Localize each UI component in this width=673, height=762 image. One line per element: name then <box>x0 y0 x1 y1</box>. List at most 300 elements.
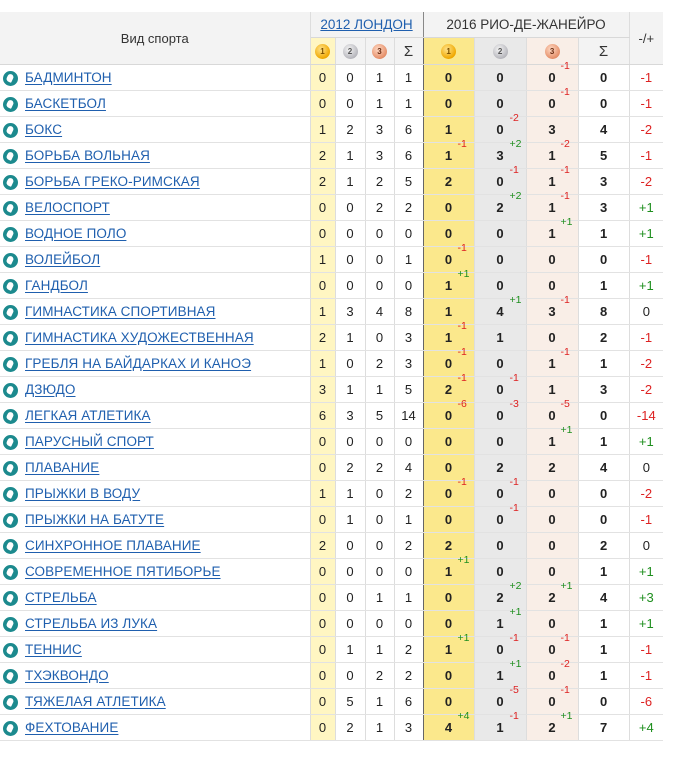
london-silver: 0 <box>335 351 365 377</box>
rio-gold-cell <box>423 507 474 533</box>
row-spacer <box>663 221 668 247</box>
rio-bronze: 1 <box>548 200 556 215</box>
london-sum-header <box>394 38 423 65</box>
rio-gold-change: +4 <box>457 710 470 722</box>
sport-cell <box>0 169 310 195</box>
handball-icon <box>3 279 18 294</box>
rio-gold-cell <box>423 429 474 455</box>
london-bronze: 1 <box>365 91 394 117</box>
total-change: -2 <box>629 481 663 507</box>
london-silver: 0 <box>335 65 365 91</box>
rio-silver-change: -1 <box>509 502 519 514</box>
rio-bronze: 1 <box>548 226 556 241</box>
rio-gold: 2 <box>444 382 453 397</box>
rio-silver: 0 <box>496 512 504 527</box>
rio-silver-value-wrap <box>475 325 526 350</box>
rio-bronze-cell <box>526 507 578 533</box>
table-row <box>0 351 668 377</box>
sport-link[interactable]: БОКС <box>25 122 63 138</box>
london-bronze: 2 <box>365 663 394 689</box>
rio-2016-header: 2016 РИО-ДЕ-ЖАНЕЙРО <box>423 12 629 38</box>
rio-silver-change: -1 <box>509 476 519 488</box>
rio-gold-value-wrap <box>424 476 474 506</box>
london-total: 2 <box>394 481 423 507</box>
rio-silver-cell <box>474 247 526 273</box>
london-silver: 0 <box>335 247 365 273</box>
rio-gold-value-wrap <box>424 138 474 168</box>
sport-link[interactable]: ЛЕГКАЯ АТЛЕТИКА <box>25 408 151 424</box>
rio-total: 0 <box>578 507 629 533</box>
sport-cell <box>0 611 310 637</box>
rio-total: 4 <box>578 117 629 143</box>
rio-gold-change: +1 <box>457 632 470 644</box>
sport-link[interactable]: ДЗЮДО <box>25 382 76 398</box>
rio-silver-cell <box>474 294 526 325</box>
rio-bronze-cell <box>526 273 578 299</box>
sport-cell <box>0 91 310 117</box>
sport-cell <box>0 663 310 689</box>
rio-bronze-value-wrap <box>527 86 578 116</box>
london-bronze: 4 <box>365 299 394 325</box>
swimming-icon <box>3 461 18 476</box>
rio-silver-change: -5 <box>509 684 519 696</box>
london-bronze: 0 <box>365 429 394 455</box>
rio-gold-value-wrap <box>424 663 474 688</box>
rio-bronze-value-wrap <box>527 481 578 506</box>
rio-silver-value-wrap <box>475 247 526 272</box>
rio-silver: 0 <box>496 408 504 423</box>
rio-bronze-value-wrap <box>527 507 578 532</box>
london-silver: 1 <box>335 143 365 169</box>
rio-silver: 1 <box>496 330 504 345</box>
rio-bronze-change: +1 <box>560 216 573 228</box>
rio-total: 0 <box>578 481 629 507</box>
rio-bronze-value-wrap <box>527 424 578 454</box>
rio-silver-change: -3 <box>509 398 519 410</box>
london-total: 6 <box>394 117 423 143</box>
rio-bronze-cell <box>526 164 578 195</box>
sport-link[interactable]: ПРЫЖКИ В ВОДУ <box>25 486 141 502</box>
sport-link[interactable]: ФЕХТОВАНИЕ <box>25 720 119 736</box>
total-change: 0 <box>629 455 663 481</box>
total-change: -1 <box>629 663 663 689</box>
boxing-icon <box>3 123 18 138</box>
row-spacer <box>663 689 668 715</box>
rio-silver: 0 <box>496 226 504 241</box>
rio-bronze: 0 <box>548 564 556 579</box>
row-spacer <box>663 143 668 169</box>
rio-bronze-value-wrap <box>527 710 578 740</box>
london-silver: 0 <box>335 221 365 247</box>
row-spacer <box>663 299 668 325</box>
sport-link[interactable]: БОРЬБА ВОЛЬНАЯ <box>25 148 150 164</box>
silver-medal-icon: 2 <box>493 44 508 59</box>
rio-bronze-cell <box>526 455 578 481</box>
london-bronze: 0 <box>365 559 394 585</box>
rio-bronze: 0 <box>548 668 556 683</box>
rio-gold-cell <box>423 65 474 91</box>
london-gold: 0 <box>310 507 335 533</box>
sport-cell <box>0 143 310 169</box>
rio-silver-cell <box>474 533 526 559</box>
sport-link[interactable]: СТРЕЛЬБА ИЗ ЛУКА <box>25 616 158 632</box>
rio-gold-value-wrap <box>424 632 474 662</box>
total-change: -1 <box>629 637 663 663</box>
rio-gold-change: -1 <box>457 138 467 150</box>
london-gold: 0 <box>310 637 335 663</box>
rio-gold-change: -1 <box>457 346 467 358</box>
athletics-icon <box>3 409 18 424</box>
london-bronze: 0 <box>365 325 394 351</box>
rio-silver: 2 <box>496 200 504 215</box>
table-row <box>0 585 668 611</box>
rio-bronze-cell <box>526 580 578 611</box>
row-spacer <box>663 611 668 637</box>
rio-gold-header <box>423 38 474 65</box>
rio-gold-change: -1 <box>457 242 467 254</box>
rio-bronze: 1 <box>548 382 556 397</box>
london-bronze: 0 <box>365 481 394 507</box>
sport-cell <box>0 221 310 247</box>
sport-cell <box>0 195 310 221</box>
london-silver: 2 <box>335 455 365 481</box>
london-silver: 0 <box>335 195 365 221</box>
rio-silver-value-wrap <box>475 294 526 324</box>
rio-gold-value-wrap <box>424 195 474 220</box>
artistic-gymnastics-icon <box>3 305 18 320</box>
rio-silver-cell <box>474 502 526 533</box>
sport-cell <box>0 585 310 611</box>
london-bronze: 0 <box>365 273 394 299</box>
london-gold: 1 <box>310 247 335 273</box>
rio-gold-cell <box>423 195 474 221</box>
rio-silver-value-wrap <box>475 502 526 532</box>
row-spacer <box>663 91 668 117</box>
rio-silver: 0 <box>496 564 504 579</box>
rio-bronze: 0 <box>548 642 556 657</box>
sport-link[interactable]: ВОДНОЕ ПОЛО <box>25 226 127 242</box>
sport-link[interactable]: ГРЕБЛЯ НА БАЙДАРКАХ И КАНОЭ <box>25 356 252 372</box>
row-spacer <box>663 429 668 455</box>
rio-gold: 0 <box>444 460 453 475</box>
london-total: 3 <box>394 715 423 741</box>
greco-roman-wrestling-icon <box>3 175 18 190</box>
london-total: 1 <box>394 247 423 273</box>
total-change: +1 <box>629 273 663 299</box>
rio-bronze: 0 <box>548 70 556 85</box>
london-bronze: 2 <box>365 195 394 221</box>
rio-silver: 0 <box>496 278 504 293</box>
rio-total: 4 <box>578 455 629 481</box>
row-spacer <box>663 663 668 689</box>
rio-bronze: 3 <box>548 304 556 319</box>
sport-link[interactable]: ТЕННИС <box>25 642 82 658</box>
badminton-icon <box>3 71 18 86</box>
rio-bronze-change: -1 <box>560 294 570 306</box>
rio-gold-change: +1 <box>457 268 470 280</box>
london-bronze: 1 <box>365 715 394 741</box>
sport-link[interactable]: ПРЫЖКИ НА БАТУТЕ <box>25 512 165 528</box>
sport-column-header: Вид спорта <box>0 12 310 65</box>
rio-total: 1 <box>578 429 629 455</box>
london-silver: 0 <box>335 611 365 637</box>
rio-bronze-cell <box>526 86 578 117</box>
rio-bronze-change: -2 <box>560 138 570 150</box>
rio-silver-cell <box>474 710 526 741</box>
rio-gold-cell <box>423 585 474 611</box>
tennis-icon <box>3 643 18 658</box>
sport-link[interactable]: ВОЛЕЙБОЛ <box>25 252 101 268</box>
rio-silver: 0 <box>496 70 504 85</box>
row-spacer <box>663 351 668 377</box>
rio-bronze-cell <box>526 632 578 663</box>
row-spacer <box>663 507 668 533</box>
rio-bronze-cell <box>526 658 578 689</box>
sport-cell <box>0 377 310 403</box>
rio-total: 1 <box>578 221 629 247</box>
sport-link[interactable]: ГАНДБОЛ <box>25 278 88 294</box>
rio-gold-value-wrap <box>424 268 474 298</box>
rio-gold-cell <box>423 268 474 299</box>
rio-total: 0 <box>578 403 629 429</box>
london-total: 0 <box>394 273 423 299</box>
rio-bronze-value-wrap <box>527 216 578 246</box>
london-silver: 2 <box>335 715 365 741</box>
rio-silver: 0 <box>496 694 504 709</box>
rio-gold-cell <box>423 710 474 741</box>
london-gold: 0 <box>310 715 335 741</box>
rio-gold: 1 <box>444 642 453 657</box>
london-total: 2 <box>394 195 423 221</box>
top-strip <box>0 0 673 12</box>
london-gold: 0 <box>310 611 335 637</box>
gold-medal-icon: 1 <box>315 44 330 59</box>
rio-silver-value-wrap <box>475 398 526 428</box>
taekwondo-icon <box>3 669 18 684</box>
london-gold: 2 <box>310 169 335 195</box>
rio-gold-value-wrap <box>424 65 474 90</box>
rio-gold-change: -1 <box>457 476 467 488</box>
sport-link[interactable]: ГИМНАСТИКА ХУДОЖЕСТВЕННАЯ <box>25 330 254 346</box>
sport-cell <box>0 65 310 91</box>
silver-medal-icon: 2 <box>343 44 358 59</box>
rio-total: 0 <box>578 91 629 117</box>
rio-gold-cell <box>423 476 474 507</box>
rio-bronze-value-wrap <box>527 533 578 558</box>
rio-total: 1 <box>578 559 629 585</box>
london-bronze: 1 <box>365 585 394 611</box>
sport-link[interactable]: ТХЭКВОНДО <box>25 668 109 684</box>
rio-bronze-cell <box>526 247 578 273</box>
row-spacer <box>663 585 668 611</box>
rio-gold-cell <box>423 398 474 429</box>
rio-gold-cell <box>423 91 474 117</box>
london-gold-header <box>310 38 335 65</box>
london-total: 5 <box>394 377 423 403</box>
rio-total: 2 <box>578 325 629 351</box>
london-bronze: 2 <box>365 169 394 195</box>
sport-link[interactable]: СИНХРОННОЕ ПЛАВАНИЕ <box>25 538 201 554</box>
sport-link[interactable]: БАСКЕТБОЛ <box>25 96 106 112</box>
rio-silver: 4 <box>496 304 504 319</box>
rio-bronze: 0 <box>548 408 556 423</box>
archery-icon <box>3 617 18 632</box>
table-spacer <box>663 12 668 65</box>
rio-silver-change: +2 <box>509 580 522 592</box>
london-bronze: 2 <box>365 455 394 481</box>
rio-silver: 0 <box>496 174 504 189</box>
rio-bronze: 0 <box>548 512 556 527</box>
london-gold: 1 <box>310 481 335 507</box>
total-change: -1 <box>629 91 663 117</box>
london-2012-link[interactable]: 2012 ЛОНДОН <box>320 17 413 32</box>
row-spacer <box>663 533 668 559</box>
rio-silver: 0 <box>496 486 504 501</box>
row-spacer <box>663 403 668 429</box>
medal-table <box>0 12 668 741</box>
rio-silver: 0 <box>496 642 504 657</box>
rio-bronze-change: -1 <box>560 86 570 98</box>
london-silver: 0 <box>335 429 365 455</box>
rio-total: 2 <box>578 533 629 559</box>
sport-link[interactable]: ПЛАВАНИЕ <box>25 460 100 476</box>
rio-silver-change: -1 <box>509 372 519 384</box>
london-bronze: 1 <box>365 689 394 715</box>
rio-bronze-cell <box>526 481 578 507</box>
sport-cell <box>0 117 310 143</box>
rio-bronze-value-wrap <box>527 247 578 272</box>
london-gold: 0 <box>310 455 335 481</box>
rio-gold: 0 <box>444 70 453 85</box>
gold-medal-icon: 1 <box>441 44 456 59</box>
rio-bronze-value-wrap <box>527 580 578 610</box>
sport-cell <box>0 403 310 429</box>
total-change: +1 <box>629 221 663 247</box>
water-polo-icon <box>3 227 18 242</box>
rio-silver-value-wrap <box>475 221 526 246</box>
rio-bronze-cell <box>526 60 578 91</box>
bronze-medal-icon: 3 <box>372 44 387 59</box>
rio-bronze-cell <box>526 138 578 169</box>
table-row <box>0 429 668 455</box>
london-total: 1 <box>394 507 423 533</box>
rio-total: 4 <box>578 585 629 611</box>
rio-bronze-change: +1 <box>560 710 573 722</box>
rio-bronze-cell <box>526 117 578 143</box>
rio-silver: 0 <box>496 434 504 449</box>
rio-silver: 2 <box>496 460 504 475</box>
rio-bronze: 1 <box>548 148 556 163</box>
london-bronze: 1 <box>365 65 394 91</box>
rio-gold: 1 <box>444 564 453 579</box>
row-spacer <box>663 169 668 195</box>
rio-silver: 0 <box>496 122 504 137</box>
london-gold: 2 <box>310 143 335 169</box>
london-total: 5 <box>394 169 423 195</box>
london-gold: 0 <box>310 689 335 715</box>
rio-bronze: 2 <box>548 590 556 605</box>
sport-link[interactable]: ПАРУСНЫЙ СПОРТ <box>25 434 154 450</box>
rio-total: 1 <box>578 637 629 663</box>
total-change: -1 <box>629 65 663 91</box>
london-gold: 1 <box>310 117 335 143</box>
sport-link[interactable]: БОРЬБА ГРЕКО-РИМСКАЯ <box>25 174 200 190</box>
london-total: 0 <box>394 611 423 637</box>
london-silver: 1 <box>335 507 365 533</box>
sport-link[interactable]: ГИМНАСТИКА СПОРТИВНАЯ <box>25 304 216 320</box>
medal-table-body <box>0 60 668 741</box>
rio-gold: 0 <box>444 512 453 527</box>
rio-bronze: 0 <box>548 330 556 345</box>
sport-link[interactable]: ВЕЛОСПОРТ <box>25 200 110 216</box>
sum-icon: Σ <box>598 42 609 60</box>
london-total: 3 <box>394 325 423 351</box>
london-total: 0 <box>394 221 423 247</box>
rio-gold: 0 <box>444 226 453 241</box>
london-silver: 1 <box>335 325 365 351</box>
london-silver: 0 <box>335 663 365 689</box>
rio-silver-value-wrap <box>475 429 526 454</box>
rio-gold-value-wrap <box>424 169 474 194</box>
rio-bronze: 1 <box>548 174 556 189</box>
rio-gold: 0 <box>444 616 453 631</box>
rio-gold-change: -1 <box>457 372 467 384</box>
table-row <box>0 299 668 325</box>
rio-bronze-cell <box>526 533 578 559</box>
london-total: 6 <box>394 689 423 715</box>
sport-link[interactable]: БАДМИНТОН <box>25 70 112 86</box>
sport-link[interactable]: СОВРЕМЕННОЕ ПЯТИБОРЬЕ <box>25 564 221 580</box>
basketball-icon <box>3 97 18 112</box>
total-change: -1 <box>629 247 663 273</box>
rio-bronze: 0 <box>548 616 556 631</box>
rio-silver: 0 <box>496 382 504 397</box>
rio-gold: 0 <box>444 668 453 683</box>
rio-bronze-cell <box>526 710 578 741</box>
london-total: 0 <box>394 429 423 455</box>
fencing-icon <box>3 721 18 736</box>
rio-gold-cell <box>423 554 474 585</box>
sport-cell <box>0 533 310 559</box>
sport-cell <box>0 273 310 299</box>
london-silver: 1 <box>335 377 365 403</box>
sport-cell <box>0 455 310 481</box>
rio-gold: 0 <box>444 200 453 215</box>
rio-bronze-value-wrap <box>527 455 578 480</box>
london-total: 6 <box>394 143 423 169</box>
total-change: -2 <box>629 169 663 195</box>
sport-cell <box>0 559 310 585</box>
rio-gold: 1 <box>444 122 453 137</box>
total-change: -1 <box>629 143 663 169</box>
row-spacer <box>663 325 668 351</box>
london-total: 4 <box>394 455 423 481</box>
sport-link[interactable]: СТРЕЛЬБА <box>25 590 97 606</box>
rio-sum-header <box>578 38 629 65</box>
rio-gold: 1 <box>444 330 453 345</box>
rio-silver-change: +1 <box>509 606 522 618</box>
total-change: -2 <box>629 351 663 377</box>
london-gold: 0 <box>310 429 335 455</box>
rio-bronze-cell <box>526 611 578 637</box>
sport-link[interactable]: ТЯЖЕЛАЯ АТЛЕТИКА <box>25 694 166 710</box>
london-gold: 0 <box>310 559 335 585</box>
london-silver: 3 <box>335 403 365 429</box>
row-spacer <box>663 455 668 481</box>
london-gold: 0 <box>310 663 335 689</box>
london-gold: 1 <box>310 351 335 377</box>
row-spacer <box>663 273 668 299</box>
